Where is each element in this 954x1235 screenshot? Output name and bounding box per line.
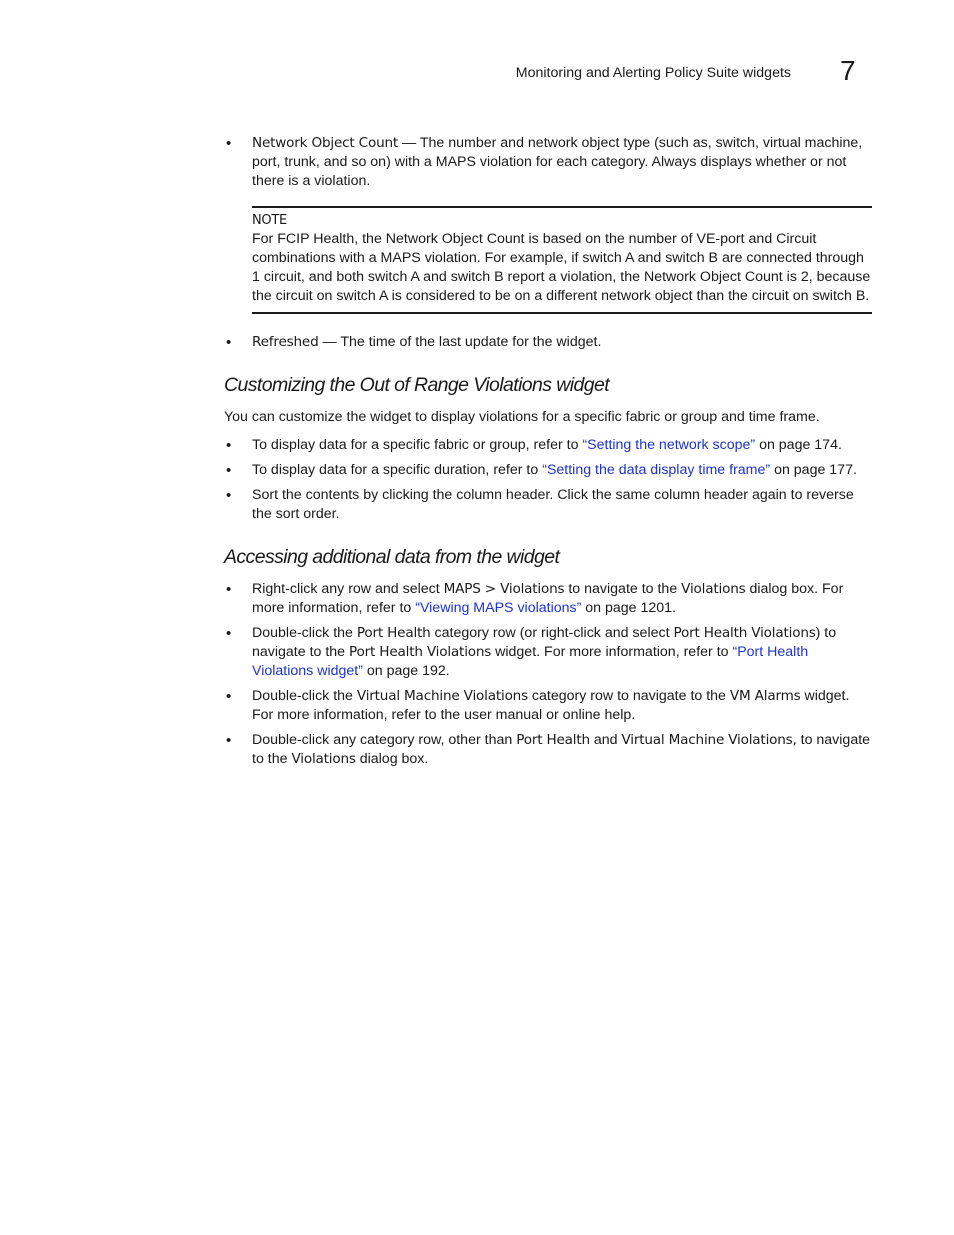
item-text: on page 174. bbox=[755, 437, 842, 453]
list-item bbox=[224, 580, 872, 618]
running-header-title: Monitoring and Alerting Policy Suite widgets bbox=[515, 65, 791, 81]
field-list-2 bbox=[224, 333, 872, 352]
chapter-number: 7 bbox=[840, 55, 856, 86]
item-text: Double-click any category row, other than bbox=[252, 732, 517, 748]
list-item bbox=[224, 134, 872, 191]
item-text: widget. For more information, refer to bbox=[491, 644, 733, 660]
item-text: Right-click any row and select bbox=[252, 581, 444, 597]
ui-term: Virtual Machine Violations bbox=[356, 688, 528, 704]
ui-term: Port Health Violations bbox=[349, 644, 492, 660]
note-box bbox=[252, 206, 872, 314]
item-text: Double-click the bbox=[252, 688, 357, 704]
term-description: — The time of the last update for the widget. bbox=[318, 334, 602, 350]
item-text: Double-click the bbox=[252, 625, 357, 641]
section-intro: You can customize the widget to display violations for a specific fabric or group and time frame. bbox=[224, 409, 820, 425]
link-viewing-maps-violations[interactable]: “Viewing MAPS violations” bbox=[415, 600, 582, 616]
list-item bbox=[224, 731, 872, 769]
note-text: For FCIP Health, the Network Object Count is based on the number of VE-port and Circuit combinations with a MAPS violation. For example, if switch A and switch B are connected through 1 circuit, and both switch A and switch B report a violation, the Network Object Count is 2, because the circuit on switch A is considered to be on a different network object than the circuit on switch B. bbox=[252, 231, 871, 304]
list-item bbox=[224, 461, 872, 480]
ui-term: Port Health Violations bbox=[673, 625, 816, 641]
ui-term: MAPS > Violations bbox=[443, 581, 565, 597]
item-text: on page 192. bbox=[362, 663, 450, 679]
item-text: widget. For more information, refer to the user manual or online help. bbox=[252, 688, 850, 723]
list-item bbox=[224, 436, 872, 455]
link-network-scope[interactable]: “Setting the network scope” bbox=[582, 437, 756, 453]
field-list bbox=[224, 134, 872, 191]
link-time-frame[interactable]: “Setting the data display time frame” bbox=[542, 462, 771, 478]
section-heading-accessing: Accessing additional data from the widget bbox=[224, 546, 560, 568]
term-network-object-count: Network Object Count bbox=[252, 135, 399, 151]
item-text: To display data for a specific duration, refer to bbox=[252, 462, 543, 478]
ui-term: Virtual Machine Violations, bbox=[621, 732, 797, 748]
item-text: to navigate to the bbox=[564, 581, 682, 597]
list-item bbox=[224, 333, 872, 352]
list-item bbox=[224, 687, 872, 725]
item-text: ) to navigate to the bbox=[252, 625, 837, 660]
page-content bbox=[224, 134, 872, 775]
ui-term: Violations bbox=[681, 581, 746, 597]
note-label: NOTE bbox=[252, 213, 287, 228]
list-item bbox=[224, 486, 872, 524]
link-port-health-widget[interactable]: “Port Health Violations widget” bbox=[252, 644, 809, 679]
item-text: category row to navigate to the bbox=[527, 688, 730, 704]
item-text: to navigate to the bbox=[252, 732, 871, 767]
accessing-list bbox=[224, 580, 872, 769]
item-text: Sort the contents by clicking the column header. Click the same column header again to reverse the sort order. bbox=[252, 487, 854, 522]
ui-term: Port Health bbox=[356, 625, 431, 641]
section-heading-customizing: Customizing the Out of Range Violations widget bbox=[224, 374, 610, 396]
item-text: dialog box. bbox=[355, 751, 429, 767]
item-text: and bbox=[589, 732, 622, 748]
item-text: on page 1201. bbox=[581, 600, 677, 616]
term-refreshed: Refreshed bbox=[252, 334, 319, 350]
item-text: on page 177. bbox=[770, 462, 857, 478]
ui-term: VM Alarms bbox=[729, 688, 801, 704]
term-description: — The number and network object type (such as, switch, virtual machine, port, trunk, and so on) with a MAPS violation for each category. Always displays whether or not there is a violation. bbox=[252, 135, 863, 189]
item-text: To display data for a specific fabric or group, refer to bbox=[252, 437, 583, 453]
item-text: dialog box. For more information, refer to bbox=[252, 581, 844, 616]
ui-term: Violations bbox=[291, 751, 356, 767]
list-item bbox=[224, 624, 872, 681]
ui-term: Port Health bbox=[516, 732, 590, 748]
item-text: category row (or right-click and select bbox=[430, 625, 674, 641]
customize-list bbox=[224, 436, 872, 524]
